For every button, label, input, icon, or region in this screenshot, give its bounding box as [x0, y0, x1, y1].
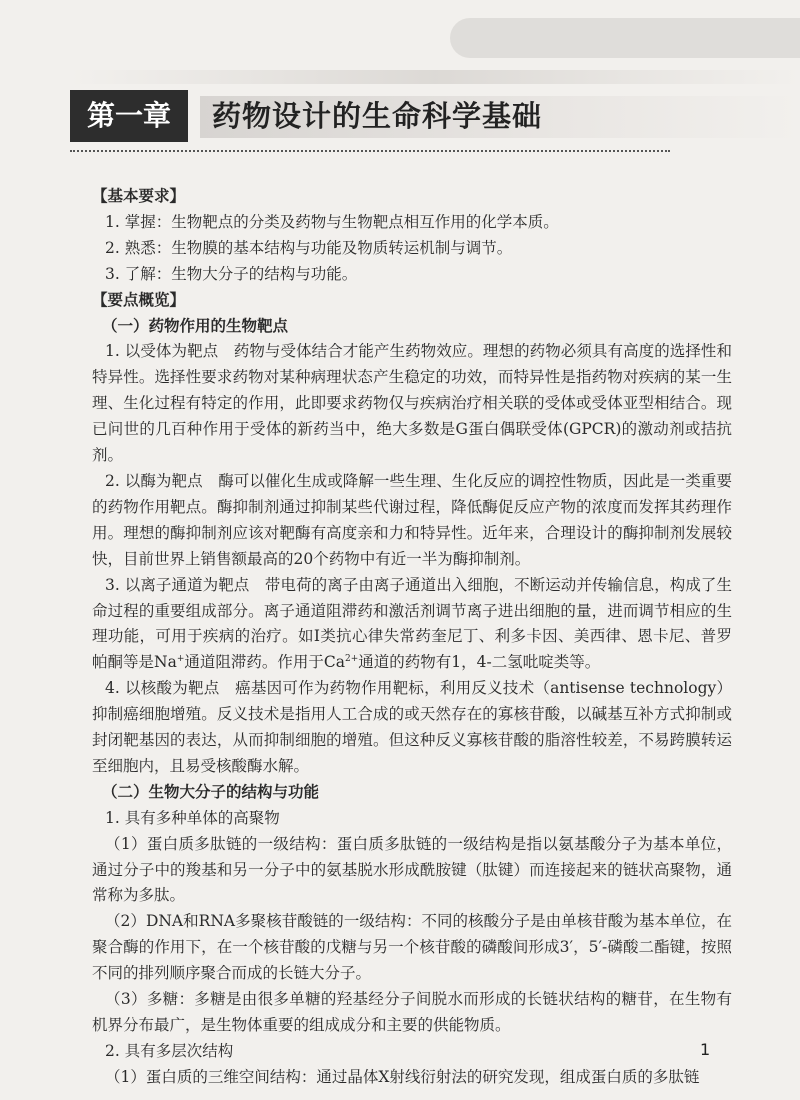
paragraph-protein-3d-structure: （1）蛋白质的三维空间结构：通过晶体X射线衍射法的研究发现，组成蛋白质的多肽链 [105, 1067, 700, 1086]
bleed-through-header-tab [450, 18, 800, 58]
ion-channel-text-part2: 通道阻滞药。作用于Ca [184, 653, 345, 672]
paragraph-nucleic-acid-target: 4. 以核酸为靶点 癌基因可作为药物作用靶标，利用反义技术（antisense technology）抑制癌细胞增殖。反义技术是指用人工合成的或天然存在的寡核苷酸，以碱基互补方式抑制或封闭靶基因的表达，从而抑制细胞的增殖。但这种反义寡核苷酸的脂溶性较差，不易跨膜转运至细胞内，且易受核酸酶水解。 [92, 679, 732, 775]
paragraph-receptor-target: 1. 以受体为靶点 药物与受体结合才能产生药物效应。理想的药物必须具有高度的选择性和特异性。选择性要求药物对某种病理状态产生稳定的功效，而特异性是指药物对疾病的某一生理、生化过程有特定的作用，此即要求药物仅与疾病治疗相关联的受体或受体亚型相结合。现已问世的几百种作用于受体的新药当中，绝大多数是G蛋白偶联受体(GPCR)的激动剂或拮抗剂。 [92, 342, 732, 465]
paragraph-polymer-heading: 1. 具有多种单体的高聚物 [105, 808, 280, 827]
ion-channel-text-part3: 通道的药物有1，4-二氢吡啶类等。 [358, 653, 601, 672]
subsection-heading-macromolecules: （二）生物大分子的结构与功能 [102, 782, 320, 801]
section-heading-basic-requirements: 【基本要求】 [92, 187, 186, 205]
subsection-heading-drug-targets: （一）药物作用的生物靶点 [102, 316, 289, 335]
paragraph-ion-channel-target [92, 573, 732, 677]
chapter-label: 第一章 [70, 90, 188, 142]
sodium-charge-superscript: + [176, 654, 185, 665]
paragraph-protein-primary-structure: （1）蛋白质多肽链的一级结构：蛋白质多肽链的一级结构是指以氨基酸分子为基本单位，通过分子中的羧基和另一分子中的氨基脱水形成酰胺键（肽键）而连接起来的链状高聚物，通常称为多肽。 [92, 834, 732, 905]
paragraph-nucleic-acid-primary-structure: （2）DNA和RNA多聚核苷酸链的一级结构：不同的核酸分子是由单核苷酸为基本单位，在聚合酶的作用下，在一个核苷酸的戊糖与另一个核苷酸的磷酸间形成3′，5′-磷酸二酯键，按照不同的排列顺序聚合而成的长链大分子。 [92, 912, 732, 983]
calcium-charge-superscript: 2+ [344, 654, 359, 665]
page-body [92, 184, 732, 1091]
requirement-item: 3. 了解：生物大分子的结构与功能。 [105, 264, 358, 283]
paragraph-enzyme-target: 2. 以酶为靶点 酶可以催化生成或降解一些生理、生化反应的调控性物质，因此是一类重要的药物作用靶点。酶抑制剂通过抑制某些代谢过程，降低酶促反应产物的浓度而发挥其药理作用。理想的酶抑制剂应该对靶酶有高度亲和力和特异性。近年来，合理设计的酶抑制剂发展较快，目前世界上销售额最高的20个药物中有近一半为酶抑制剂。 [92, 471, 732, 568]
section-heading-overview: 【要点概览】 [92, 290, 186, 309]
requirement-item: 1. 掌握：生物靶点的分类及药物与生物靶点相互作用的化学本质。 [105, 212, 559, 231]
chapter-header [70, 90, 800, 142]
requirement-item: 2. 熟悉：生物膜的基本结构与功能及物质转运机制与调节。 [105, 238, 513, 257]
paragraph-polysaccharide: （3）多糖：多糖是由很多单糖的羟基经分子间脱水而形成的长链状结构的糖苷，在生物有机界分布最广，是生物体重要的组成成分和主要的供能物质。 [92, 990, 732, 1034]
page-number: 1 [700, 1040, 711, 1059]
chapter-title: 药物设计的生命科学基础 [212, 99, 543, 133]
chapter-divider [70, 150, 670, 152]
bleed-through-text-line [70, 70, 800, 84]
paragraph-multilevel-structure-heading: 2. 具有多层次结构 [105, 1041, 234, 1060]
ion-channel-text-part1: 3. 以离子通道为靶点 带电荷的离子由离子通道出入细胞，不断运动并传输信息，构成了生命过程的重要组成部分。离子通道阻滞药和激活剂调节离子进出细胞的量，进而调节相应的生理功能，可用于疾病的治疗。如Ⅰ类抗心律失常药奎尼丁、利多卡因、美西律、恩卡尼、普罗帕酮等是Na [92, 575, 732, 672]
